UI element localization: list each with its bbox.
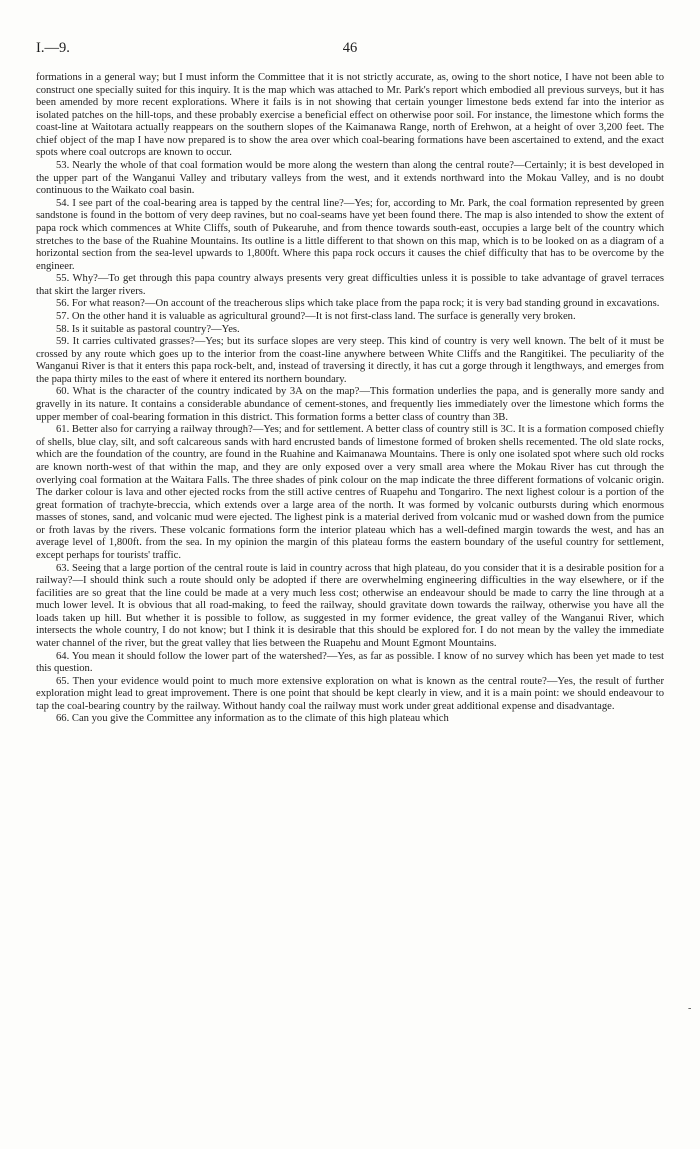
paragraph-q55: 55. Why?—To get through this papa country always presents very great difficulties unless it is possible to take advantage of gravel terraces that skirt the larger rivers. bbox=[36, 273, 664, 297]
paragraph-q63: 63. Seeing that a large portion of the central route is laid in country across that high plateau, do you consider that it is a desirable position for a railway?—I should think such a route should only be adopted if there are overwhelming engineering difficulties in the way elsewhere, or if the facilities are so great that the line could be made at a very much less cost; otherwise an endeavour should be made to carry the line through at a much lower level. It is obvious that all road-making, to feed the railway, should gravitate down towards the railway, otherwise you have all the loads taken up hill. But whether it is possible to follow, as suggested in my former evidence, the great valley of the Wanganui River, which intersects the whole country, I do not know; but I think it is desirable that this should be explored for. I do not mean by the valley the immediate water channel of the river, but the great valley that lies between the Ruapehu and Mount Egmont Mountains. bbox=[36, 562, 664, 650]
paragraph-q59: 59. It carries cultivated grasses?—Yes; but its surface slopes are very steep. This kind of country is very well known. The belt of it must be crossed by any route which goes up to the interior from the coast-line anywhere between White Cliffs and the Rangitikei. The peculiarity of the Wanganui River is that it enters this papa rock-belt, and, instead of traversing it directly, it has cut a gorge through it lengthways, and emerges from the papa thirty miles to the east of where it entered its northern boundary. bbox=[36, 336, 664, 385]
paragraph-continuation: formations in a general way; but I must inform the Committee that it is not strictly accurate, as, owing to the short notice, I have not been able to construct one specially suited for this inquiry. It is the map which was attached to Mr. Park's report which embodied all previous surveys, but it has been amended by more recent explorations. Where it fails is in not showing that certain younger limestone beds extend far into the interior as isolated patches on the hill-tops, and these probably exercise a beneficial effect on otherwise poor soil. For instance, the limestone which forms the coast-line at Waitotara actually reappears on the southern slopes of the Kaimanawa Range, north of Erehwon, at a height of over 3,200 feet. The chief object of the map I have now prepared is to show the area over which coal-bearing formations have been ascertained to extend, and the exact spots where coal outcrops are known to occur. bbox=[36, 72, 664, 159]
paragraph-q61: 61. Better also for carrying a railway through?—Yes; and for settlement. A better class of country still is 3C. It is a formation composed chiefly of shells, blue clay, silt, and soft calcareous sands with hard encrusted bands of limestone formed of broken shells recemented. The old slate rocks, which are the foundation of the country, are found in the Ruahine and Kaimanawa Mountains. There is only one isolated spot where such old rocks are known north-west of that within the map, and they are only exposed over a very small area where the Mokau River has cut through the overlying coal formation at the Waitara Falls. The three shades of pink colour on the map indicate the three different formations of volcanic origin. The darker colour is lava and other ejected rocks from the still active centres of Ruapehu and Tongariro. The next lighest colour is a portion of the great formation of trachyte-breccia, which extends over a large area of the north. It was formed by volcanic outbursts during which enormous masses of stones, sand, and volcanic mud were ejected. The lighest pink is a material derived from volcanic mud or washed down from the pumice or froth lavas by the rivers. These volcanic formations form the interior plateau which has a well-defined margin towards the west, and has an average level of 1,800ft. from the sea. In my opinion the margin of this plateau forms the eastern boundary of the useful country for settlement, except perhaps for tourists' traffic. bbox=[36, 424, 664, 561]
document-reference: I.—9. bbox=[36, 40, 70, 56]
page-body bbox=[36, 72, 664, 726]
page-header bbox=[36, 40, 664, 60]
paragraph-q65: 65. Then your evidence would point to much more extensive exploration on what is known as the central route?—Yes, the result of further exploration might lead to great improvement. There is one point that should be kept clearly in view, and it is a main point: we should endeavour to tap the coal-bearing country by the railway. Without handy coal the railway must work under great additional expense and disadvantage. bbox=[36, 675, 664, 712]
paragraph-q57: 57. On the other hand it is valuable as agricultural ground?—It is not first-class land. The surface is generally very broken. bbox=[56, 310, 576, 322]
margin-mark: - bbox=[688, 1003, 692, 1014]
page-number: 46 bbox=[342, 40, 358, 56]
paragraph-q56: 56. For what reason?—On account of the treacherous slips which take place from the papa rock; it is very bad standing ground in excavations. bbox=[56, 298, 660, 310]
paragraph-q54: 54. I see part of the coal-bearing area is tapped by the central line?—Yes; for, according to Mr. Park, the coal formation represented by green sandstone is found in the bottom of very deep ravines, but no coal-seams have yet been found there. The map is also intended to show the extent of papa rock which commences at White Cliffs, south of Pukearuhe, and from thence towards south-east, occupies a large belt of the country which stretches to the base of the Ruahine Mountains. Its outline is a little different to that shown on this map, which is to be looked on as a diagram of a horizontal section from the sea-level upwards to 1,800ft. Where this papa rock occurs it causes the chief difficulty that has to be overcome by the engineer. bbox=[36, 197, 664, 272]
paragraph-q64: 64. You mean it should follow the lower part of the watershed?—Yes, as far as possible. I know of no survey which has been yet made to test this question. bbox=[36, 650, 664, 675]
paragraph-q53: 53. Nearly the whole of that coal formation would be more along the western than along the central route?—Certainly; it is best developed in the upper part of the Wanganui Valley and tributary valleys from the west, and it extends northward into the Mokau Valley, and is no doubt continuous to the Waikato coal basin. bbox=[36, 160, 664, 197]
paragraph-q66: 66. Can you give the Committee any information as to the climate of this high plateau which bbox=[56, 713, 449, 725]
paragraph-q60: 60. What is the character of the country indicated by 3A on the map?—This formation underlies the papa, and is generally more sandy and gravelly in its nature. It contains a considerable abundance of cement-stones, and frequently lies immediately over the limestone which forms the upper member of coal-bearing formation in this district. This formation forms a better class of country than 3B. bbox=[36, 386, 664, 423]
paragraph-q58: 58. Is it suitable as pastoral country?—Yes. bbox=[56, 323, 240, 335]
